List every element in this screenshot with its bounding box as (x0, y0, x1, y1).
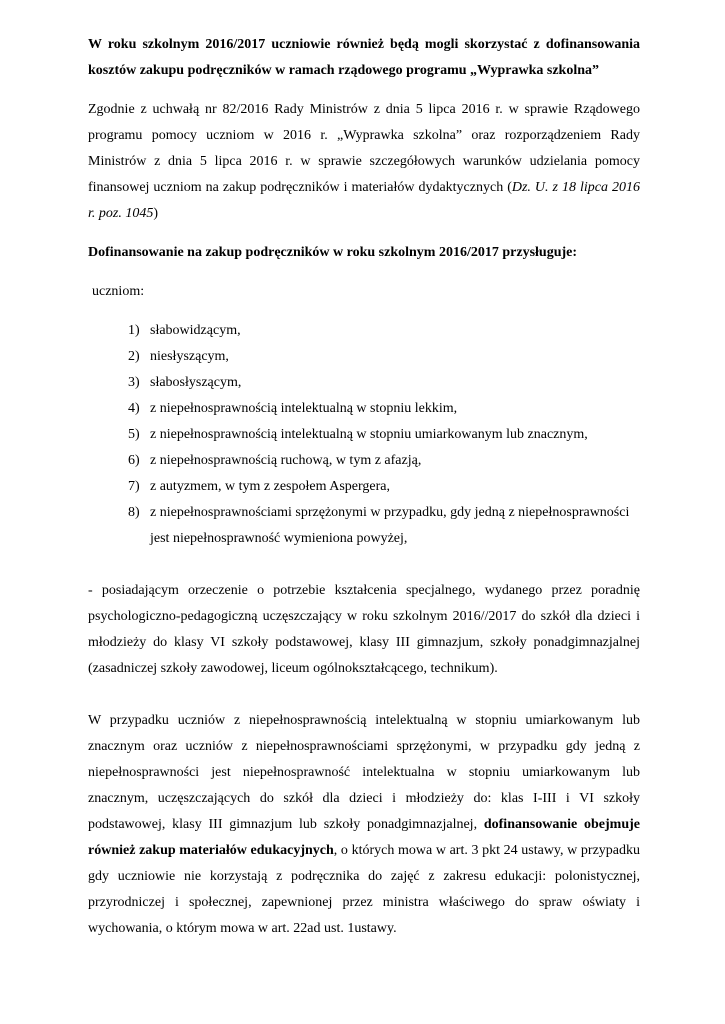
final-text-part2: , o których mowa w art. 3 pkt 24 ustawy, w przypadku gdy uczniowie nie korzystają z podręcznika do zajęć z zakresu edukacji: polonistycznej, przyrodniczej i społecznej, zapewnionej przez ministra właściwego do spraw oświaty i wychowania, o którym mowa w art. 22ad ust. 1ustawy. (88, 843, 640, 936)
list-item (128, 474, 640, 500)
eligibility-heading: Dofinansowanie na zakup podręczników w roku szkolnym 2016/2017 przysługuje: (88, 245, 578, 260)
final-text-part1: W przypadku uczniów z niepełnosprawnością intelektualną w stopniu umiarkowanym lub znacznym oraz uczniów z niepełnosprawnościami sprzężonymi, w przypadku gdy jedną z niepełnosprawności jest niepełnosprawność intelektualna w stopniu umiarkowanym lub znacznym, uczęszczających do szkół dla dzieci i młodzieży do: klas I-III i VI szkoły podstawowej, klasy III gimnazjum lub szkoły ponadgimnazjalnej, (88, 713, 640, 832)
intro-paragraph (88, 97, 640, 227)
list-text: z niepełnosprawnością intelektualną w stopniu lekkim, (150, 401, 458, 416)
list-number: 6) (128, 453, 140, 468)
intro-text: Zgodnie z uchwałą nr 82/2016 Rady Ministrów z dnia 5 lipca 2016 r. w sprawie Rządowego programu pomocy uczniom w 2016 r. „Wyprawka szkolna” oraz rozporządzeniem Rady Ministrów z dnia 5 lipca 2016 r. w sprawie szczegółowych warunków udzielania pomocy finansowej uczniom na zakup podręczników i materiałów dydaktycznych ( (88, 102, 640, 195)
list-text: z niepełnosprawnością ruchową, w tym z afazją, (150, 453, 422, 468)
list-number: 1) (128, 323, 140, 338)
list-text: słabosłyszącym, (150, 375, 242, 390)
list-item (128, 396, 640, 422)
list-number: 7) (128, 479, 140, 494)
list-text: słabowidzącym, (150, 323, 241, 338)
list-item (128, 448, 640, 474)
final-paragraph (88, 708, 640, 942)
final-text-bold: dofinansowanie obejmuje również zakup materiałów edukacyjnych (88, 817, 640, 858)
condition-paragraph: - posiadającym orzeczenie o potrzebie kształcenia specjalnego, wydanego przez poradnię psychologiczno-pedagogiczną uczęszczający w roku szkolnym 2016//2017 do szkół dla dzieci i młodzieży do klasy VI szkoły podstawowej, klasy III gimnazjum, szkoły ponadgimnazjalnej (zasadniczej szkoły zawodowej, liceum ogólnokształcącego, technikum). (88, 583, 640, 676)
eligibility-list (88, 318, 640, 552)
list-number: 3) (128, 375, 140, 390)
list-item (128, 318, 640, 344)
list-number: 2) (128, 349, 140, 364)
list-number: 8) (128, 505, 140, 520)
list-text: z autyzmem, w tym z zespołem Aspergera, (150, 479, 390, 494)
list-text: z niepełnosprawnością intelektualną w stopniu umiarkowanym lub znacznym, (150, 427, 588, 442)
list-item (128, 422, 640, 448)
list-item (128, 344, 640, 370)
list-number: 4) (128, 401, 140, 416)
list-number: 5) (128, 427, 140, 442)
list-text: niesłyszącym, (150, 349, 229, 364)
intro-closing: ) (153, 206, 159, 221)
list-item (128, 370, 640, 396)
list-text: z niepełnosprawnościami sprzężonymi w przypadku, gdy jedną z niepełnosprawności jest niepełnosprawność wymieniona powyżej, (150, 505, 630, 546)
list-item (128, 500, 640, 552)
legal-citation: Dz. U. z 18 lipca 2016 r. poz. 1045 (88, 180, 640, 221)
recipients-label: uczniom: (92, 284, 145, 299)
document-heading: W roku szkolnym 2016/2017 uczniowie również będą mogli skorzystać z dofinansowania kosztów zakupu podręczników w ramach rządowego programu „Wyprawka szkolna” (88, 37, 640, 78)
document-page (88, 32, 640, 942)
